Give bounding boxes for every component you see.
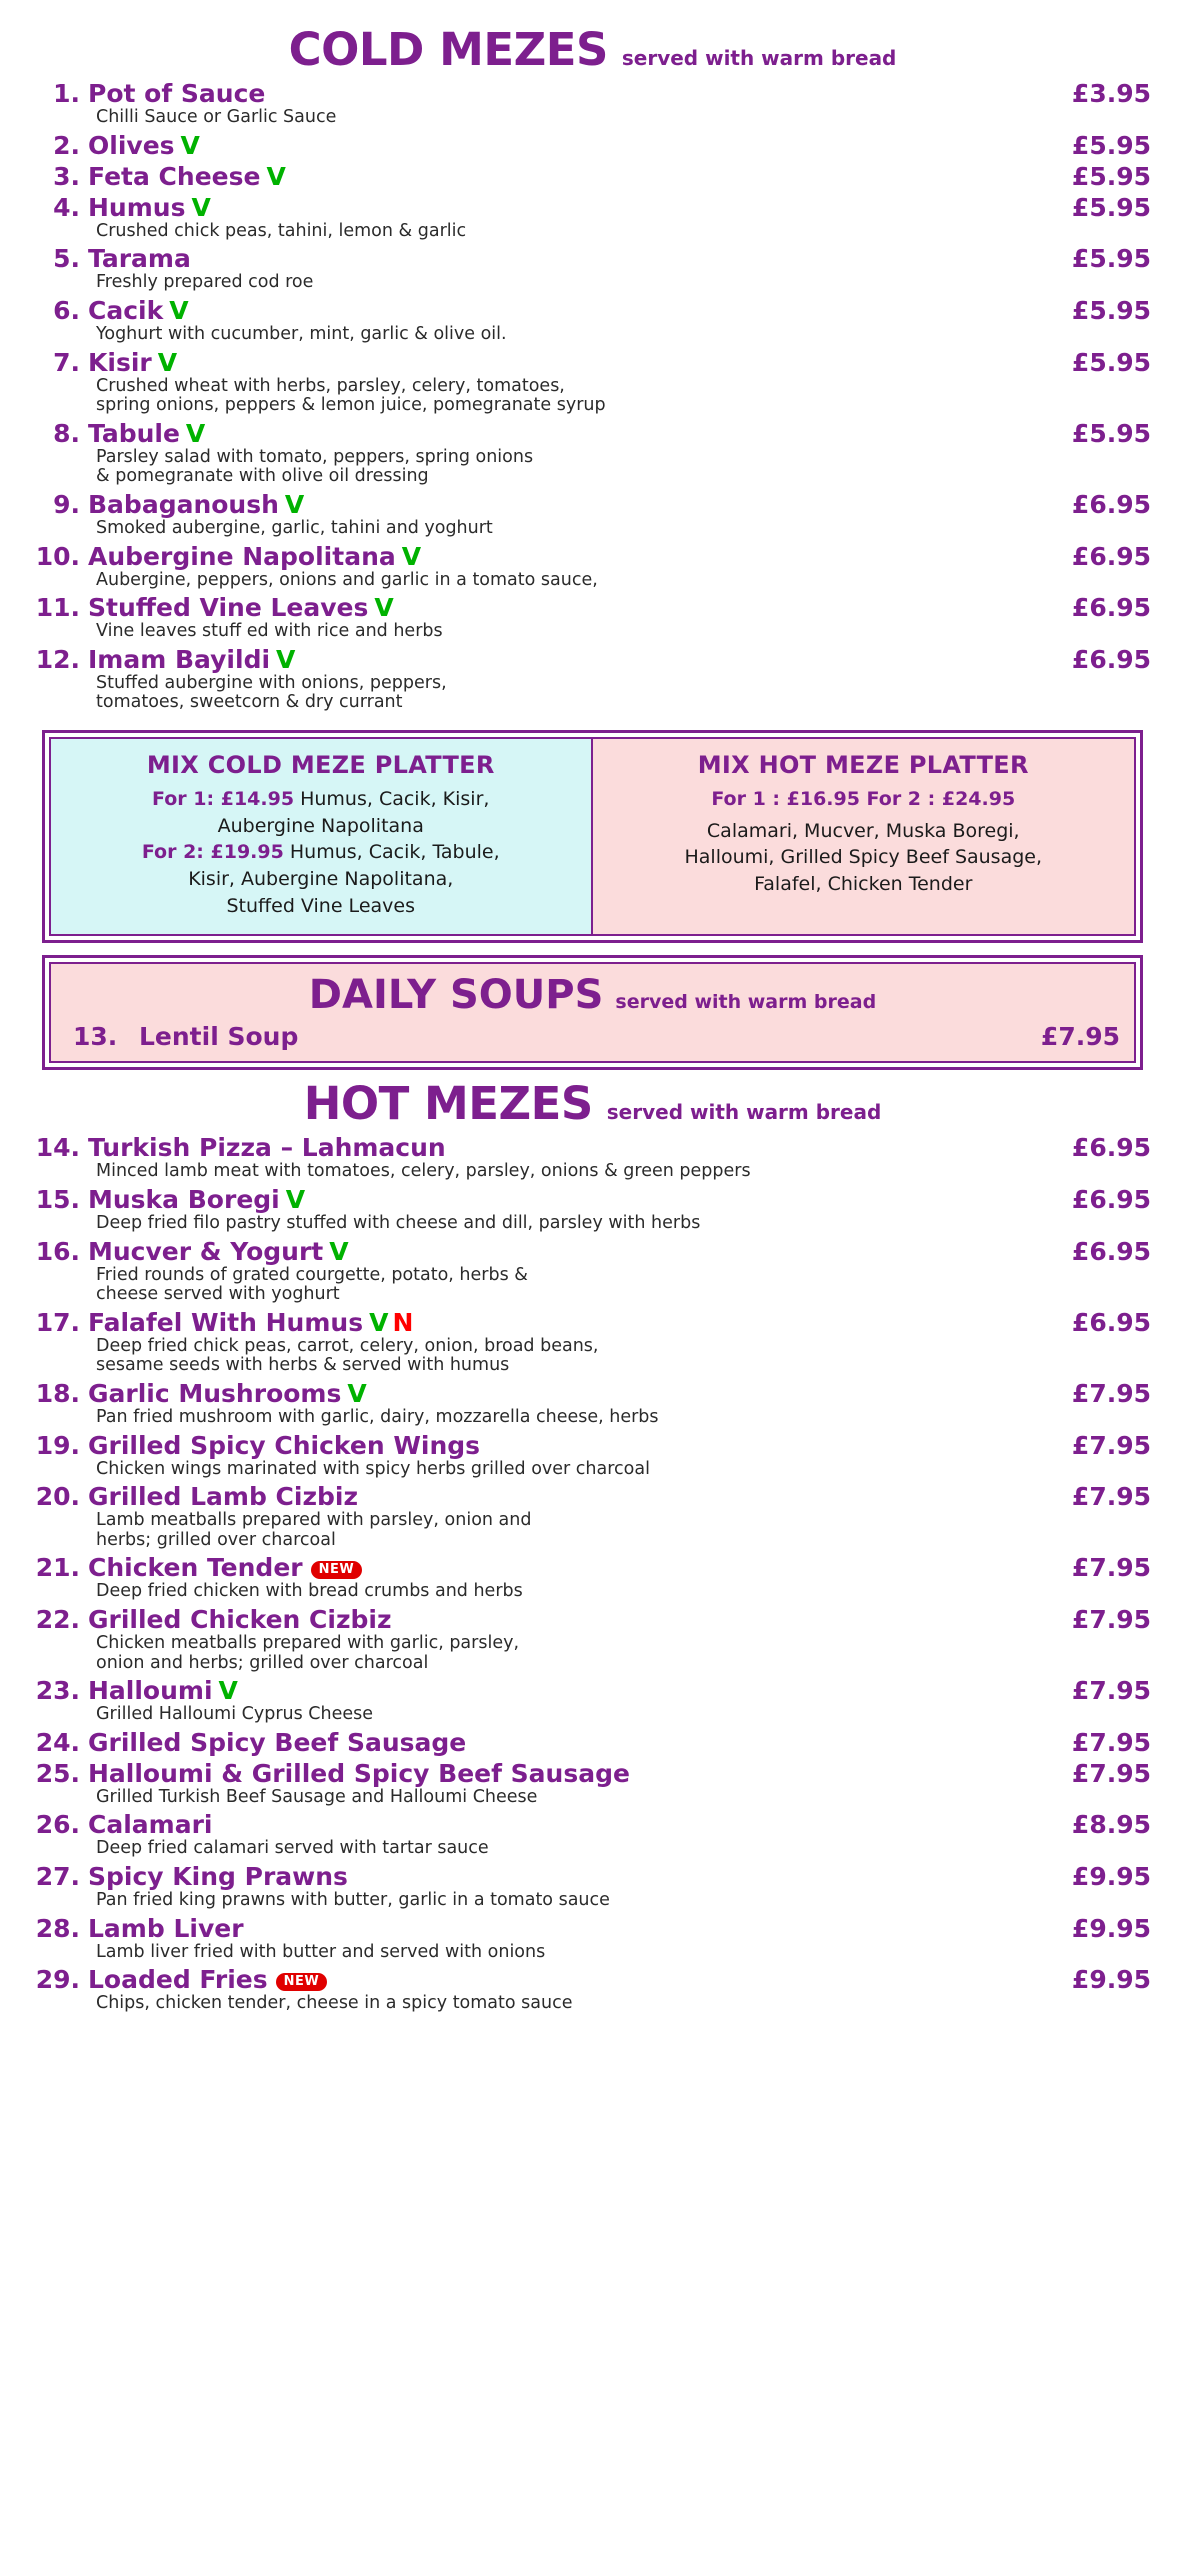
item-name-text: Muska Boregi (88, 1185, 280, 1215)
item-name-text: Cacik (88, 296, 164, 326)
vegetarian-marker: V (285, 1185, 306, 1215)
item-name-text: Humus (88, 192, 186, 222)
menu-item (34, 348, 1151, 419)
item-name (88, 1379, 1062, 1408)
item-name (88, 1237, 1062, 1266)
item-name (88, 1308, 1062, 1337)
item-name-text: Falafel With Humus (88, 1307, 364, 1337)
vegetarian-marker: V (347, 1378, 367, 1408)
item-name (88, 1133, 1062, 1162)
item-name-text: Grilled Lamb Cizbiz (88, 1482, 359, 1512)
vegetarian-marker: V (369, 1307, 389, 1337)
hot-platter-line: Halloumi, Grilled Spicy Beef Sausage, (684, 846, 1043, 869)
cold-platter-line-text: Kisir, Aubergine Napolitana, (188, 867, 454, 890)
item-description (34, 1337, 1151, 1376)
item-name (88, 79, 1062, 108)
mix-cold-meze-platter (51, 739, 593, 934)
item-price: £9.95 (1071, 1913, 1151, 1943)
item-number: 19. (35, 1430, 80, 1460)
item-name-text: Calamari (88, 1810, 213, 1840)
item-name-text: Kisir (88, 347, 152, 377)
menu-item (34, 1759, 1151, 1811)
item-price: £6.95 (1071, 1307, 1151, 1337)
item-description-line: Stuffed aubergine with onions, peppers, (96, 672, 447, 693)
item-description (34, 571, 1151, 591)
item-description (34, 1705, 1151, 1725)
hot-mezes-heading (34, 1077, 1151, 1131)
item-description-line: Deep fried calamari served with tartar sauce (96, 1838, 489, 1859)
menu-item (34, 542, 1151, 594)
item-description-line: Yoghurt with cucumber, mint, garlic & olive oil. (96, 324, 507, 345)
item-number: 16. (35, 1236, 80, 1266)
menu-item (34, 419, 1151, 490)
item-description-line: tomatoes, sweetcorn & dry currant (96, 692, 403, 713)
menu-item (34, 162, 1151, 193)
item-description (34, 273, 1151, 293)
daily-soups-heading (65, 972, 1120, 1018)
vegetarian-marker: V (266, 161, 286, 191)
item-description (34, 1634, 1151, 1673)
item-description (34, 519, 1151, 539)
item-description-line: Pan fried king prawns with butter, garlic in a tomato sauce (96, 1889, 610, 1910)
item-description (34, 1839, 1151, 1859)
item-description (34, 1511, 1151, 1550)
item-name-text: Grilled Chicken Cizbiz (88, 1604, 392, 1634)
item-number: 22. (35, 1604, 80, 1634)
cold-platter-line-text: Stuffed Vine Leaves (226, 894, 415, 917)
item-description (34, 108, 1151, 128)
item-description (34, 377, 1151, 416)
item-number: 18. (35, 1378, 80, 1408)
cold-platter-line-text: Humus, Cacik, Tabule, (283, 841, 500, 864)
menu-item (34, 193, 1151, 245)
item-description (34, 674, 1151, 713)
item-name: Lentil Soup (139, 1022, 299, 1052)
menu-item (34, 1185, 1151, 1237)
item-price: £9.95 (1071, 1965, 1151, 1995)
item-number: 24. (35, 1727, 80, 1757)
item-name (88, 490, 1062, 519)
item-price: £7.95 (1071, 1553, 1151, 1583)
item-name-text: Imam Bayildi (88, 644, 271, 674)
item-price: £7.95 (1071, 1758, 1151, 1788)
item-description (34, 1214, 1151, 1234)
item-name-text: Feta Cheese (88, 161, 261, 191)
vegetarian-marker: V (185, 418, 206, 448)
item-description-line: Grilled Halloumi Cyprus Cheese (96, 1704, 374, 1725)
item-number: 23. (35, 1676, 80, 1706)
item-price: £5.95 (1071, 244, 1151, 274)
item-description-line: Smoked aubergine, garlic, tahini and yoghurt (96, 518, 493, 538)
item-description (34, 1408, 1151, 1428)
item-price: £7.95 (1071, 1676, 1151, 1706)
item-price: £5.95 (1071, 347, 1151, 377)
item-number: 9. (53, 490, 80, 519)
menu-item (34, 1965, 1151, 2017)
item-name-text: Pot of Sauce (88, 79, 266, 109)
menu-item (34, 1676, 1151, 1728)
item-description-line: Deep fried chick peas, carrot, celery, onion, broad beans, (96, 1335, 599, 1356)
item-number: 17. (35, 1307, 80, 1337)
item-description-line: Deep fried chicken with bread crumbs and herbs (96, 1581, 523, 1602)
item-description (34, 1266, 1151, 1305)
item-name (88, 162, 1062, 191)
menu-item (34, 1308, 1151, 1379)
item-price: £5.95 (1071, 130, 1151, 160)
item-name (88, 1965, 1062, 1994)
vegetarian-marker: V (218, 1676, 238, 1706)
item-number: 8. (53, 418, 80, 448)
menu-item (34, 490, 1151, 542)
item-description-line: Lamb meatballs prepared with parsley, onion and (96, 1510, 532, 1531)
menu-item (34, 1133, 1151, 1185)
item-description (34, 1460, 1151, 1480)
item-description-line: onion and herbs; grilled over charcoal (96, 1652, 429, 1673)
menu-item (34, 1728, 1151, 1759)
item-number: 25. (35, 1758, 80, 1788)
hot-platter-line: Falafel, Chicken Tender (754, 872, 973, 895)
item-description-line: cheese served with yoghurt (96, 1284, 340, 1305)
item-name-text: Grilled Spicy Chicken Wings (88, 1430, 481, 1460)
item-name (88, 419, 1062, 448)
item-description-line: Chicken wings marinated with spicy herbs grilled over charcoal (96, 1458, 650, 1479)
item-description-line: Crushed chick peas, tahini, lemon & garlic (96, 220, 467, 241)
hot-platter-title: MIX HOT MEZE PLATTER (697, 750, 1029, 779)
item-price: £3.95 (1071, 79, 1151, 109)
daily-soups-box (42, 955, 1143, 1070)
item-description (34, 222, 1151, 242)
vegetarian-marker: V (284, 490, 305, 519)
item-name-text: Spicy King Prawns (88, 1861, 348, 1891)
item-name-text: Turkish Pizza – Lahmacun (88, 1133, 446, 1163)
menu-item (34, 1379, 1151, 1431)
vegetarian-marker: V (329, 1236, 349, 1266)
hot-platter-line: Calamari, Mucver, Muska Boregi, (706, 819, 1020, 842)
item-description (34, 1994, 1151, 2014)
item-number: 28. (35, 1913, 80, 1943)
item-name (88, 193, 1062, 222)
item-number: 3. (53, 161, 80, 191)
cold-mezes-subtitle: served with warm bread (621, 46, 897, 70)
item-price: £6.95 (1071, 541, 1151, 571)
cold-platter-price-label: For 1: £14.95 (152, 787, 295, 810)
item-name (88, 1914, 1062, 1943)
item-name-text: Halloumi & Grilled Spicy Beef Sausage (88, 1758, 630, 1788)
cold-platter-line (61, 867, 581, 893)
item-price: £6.95 (1071, 1236, 1151, 1266)
menu-item (34, 1862, 1151, 1914)
item-price: £6.95 (1071, 1133, 1151, 1163)
item-name (88, 542, 1062, 571)
cold-platter-line-text: Humus, Cacik, Kisir, (294, 787, 490, 810)
item-name (88, 1482, 1062, 1511)
item-name-text: Babaganoush (88, 490, 279, 519)
item-number: 14. (35, 1133, 80, 1163)
vegetarian-marker: V (157, 347, 178, 377)
menu-item (34, 1482, 1151, 1553)
item-price: £5.95 (1071, 296, 1151, 326)
item-name (88, 131, 1062, 160)
item-number: 10. (35, 541, 80, 571)
item-description (34, 1891, 1151, 1911)
item-description (34, 1788, 1151, 1808)
item-number: 12. (35, 644, 80, 674)
item-description-line: & pomegranate with olive oil dressing (96, 466, 429, 487)
item-name (88, 1431, 1062, 1460)
item-number: 5. (53, 244, 80, 274)
cold-platter-line (61, 894, 581, 920)
cold-platter-line (61, 787, 581, 813)
item-description-line: Chips, chicken tender, cheese in a spicy tomato sauce (96, 1993, 573, 2014)
menu-item (34, 1431, 1151, 1483)
cold-platter-title: MIX COLD MEZE PLATTER (146, 750, 495, 779)
hot-mezes-subtitle: served with warm bread (606, 1100, 882, 1125)
cold-mezes-list (34, 79, 1151, 716)
item-number: 15. (35, 1185, 80, 1215)
item-name (88, 296, 1062, 325)
item-name (88, 1553, 1062, 1582)
item-number: 2. (53, 130, 80, 160)
item-price: £7.95 (1071, 1378, 1151, 1408)
item-description-line: Grilled Turkish Beef Sausage and Halloumi Cheese (96, 1786, 538, 1807)
item-price: £7.95 (1040, 1022, 1120, 1052)
item-price: £7.95 (1071, 1482, 1151, 1512)
menu-item (34, 1810, 1151, 1862)
item-name-text: Halloumi (88, 1676, 213, 1706)
item-description (34, 448, 1151, 487)
item-description-line: sesame seeds with herbs & served with humus (96, 1355, 510, 1376)
menu-item (34, 79, 1151, 131)
item-price: £5.95 (1071, 192, 1151, 222)
daily-soups-subtitle: served with warm bread (615, 991, 877, 1014)
item-number: 11. (35, 593, 80, 623)
menu-item (34, 1553, 1151, 1605)
item-description-line: herbs; grilled over charcoal (96, 1529, 336, 1550)
item-price: £9.95 (1071, 1861, 1151, 1891)
item-name (88, 1185, 1062, 1214)
hot-platter-prices: For 1 : £16.95 For 2 : £24.95 (711, 787, 1016, 810)
item-name-text: Garlic Mushrooms (88, 1378, 342, 1408)
item-name-text: Tabule (88, 418, 180, 448)
item-price: £7.95 (1071, 1430, 1151, 1460)
item-number: 26. (35, 1810, 80, 1840)
item-number: 1. (53, 79, 80, 109)
item-description-line: Vine leaves stuff ed with rice and herbs (96, 621, 443, 642)
item-number: 27. (35, 1861, 80, 1891)
item-number: 21. (35, 1553, 80, 1583)
item-description-line: spring onions, peppers & lemon juice, pomegranate syrup (96, 395, 606, 416)
item-name-text: Tarama (88, 244, 191, 274)
cold-platter-price-label: For 2: £19.95 (141, 841, 284, 864)
item-name-text: Aubergine Napolitana (88, 541, 396, 571)
menu-item (34, 131, 1151, 162)
cold-platter-line (61, 814, 581, 840)
vegetarian-marker: V (180, 130, 200, 160)
item-price: £6.95 (1071, 593, 1151, 623)
item-number: 29. (35, 1965, 80, 1995)
item-description-line: Deep fried filo pastry stuffed with cheese and dill, parsley with herbs (96, 1213, 701, 1234)
menu-item (34, 296, 1151, 348)
mix-hot-meze-platter (593, 739, 1135, 934)
item-name (88, 1862, 1062, 1891)
item-description (34, 622, 1151, 642)
item-description-line: Chicken meatballs prepared with garlic, parsley, (96, 1632, 520, 1653)
item-name-text: Stuffed Vine Leaves (88, 593, 369, 623)
item-description (34, 1943, 1151, 1963)
vegetarian-marker: V (191, 192, 211, 222)
menu-item (34, 1605, 1151, 1676)
item-name (88, 1605, 1062, 1634)
item-description-line: Chilli Sauce or Garlic Sauce (96, 107, 337, 128)
nut-marker: N (392, 1307, 414, 1337)
item-number: 20. (35, 1482, 80, 1512)
item-price: £6.95 (1071, 644, 1151, 674)
item-name (88, 593, 1062, 622)
item-description-line: Lamb liver fried with butter and served with onions (96, 1941, 546, 1962)
item-name-text: Lamb Liver (88, 1913, 244, 1943)
menu-item (34, 593, 1151, 645)
item-number: 13. (73, 1022, 118, 1052)
item-name (88, 1676, 1062, 1705)
menu-item (34, 244, 1151, 296)
new-badge: NEW (276, 1973, 328, 1991)
item-name-text: Grilled Spicy Beef Sausage (88, 1727, 467, 1757)
daily-soups-title: DAILY SOUPS (308, 972, 604, 1019)
cold-platter-line-text: Aubergine Napolitana (217, 814, 424, 837)
item-description-line: Pan fried mushroom with garlic, dairy, mozzarella cheese, herbs (96, 1406, 659, 1427)
item-name-text: Olives (88, 130, 175, 160)
item-name-text: Chicken Tender (88, 1553, 303, 1583)
item-name (88, 1759, 1062, 1788)
item-number: 7. (53, 347, 80, 377)
item-number: 6. (53, 296, 80, 326)
item-price: £6.95 (1071, 1185, 1151, 1215)
item-description-line: Parsley salad with tomato, peppers, spring onions (96, 446, 534, 467)
item-price: £7.95 (1071, 1604, 1151, 1634)
item-price: £7.95 (1071, 1727, 1151, 1757)
item-price: £5.95 (1071, 418, 1151, 448)
item-name (88, 645, 1062, 674)
item-description-line: Aubergine, peppers, onions and garlic in a tomato sauce, (96, 569, 598, 590)
hot-mezes-list (34, 1133, 1151, 2016)
vegetarian-marker: V (401, 541, 422, 571)
meze-platters-box (42, 730, 1143, 943)
menu-item (34, 1237, 1151, 1308)
cold-platter-line (61, 840, 581, 866)
cold-mezes-heading (34, 23, 1151, 76)
item-description-line: Minced lamb meat with tomatoes, celery, parsley, onions & green peppers (96, 1161, 751, 1182)
item-price: £8.95 (1071, 1810, 1151, 1840)
item-name-text: Mucver & Yogurt (88, 1236, 324, 1266)
item-price: £6.95 (1071, 490, 1151, 519)
vegetarian-marker: V (374, 593, 394, 623)
item-description (34, 1162, 1151, 1182)
item-name-text: Loaded Fries (88, 1965, 268, 1995)
item-description-line: Fried rounds of grated courgette, potato, herbs & (96, 1264, 528, 1285)
item-name (88, 1728, 1062, 1757)
item-description-line: Freshly prepared cod roe (96, 272, 314, 293)
menu-item (34, 645, 1151, 716)
item-description (34, 325, 1151, 345)
item-description-line: Crushed wheat with herbs, parsley, celery, tomatoes, (96, 375, 565, 396)
item-name (88, 1810, 1062, 1839)
item-price: £5.95 (1071, 161, 1151, 191)
hot-mezes-title: HOT MEZES (303, 1077, 593, 1131)
vegetarian-marker: V (276, 644, 296, 674)
item-name (88, 244, 1062, 273)
item-number: 4. (53, 192, 80, 222)
item-name (88, 348, 1062, 377)
new-badge: NEW (311, 1561, 363, 1579)
menu-item (34, 1914, 1151, 1966)
vegetarian-marker: V (169, 296, 189, 326)
item-description (34, 1582, 1151, 1602)
cold-mezes-title: COLD MEZES (288, 23, 608, 76)
menu-item-lentil-soup (65, 1022, 1120, 1051)
